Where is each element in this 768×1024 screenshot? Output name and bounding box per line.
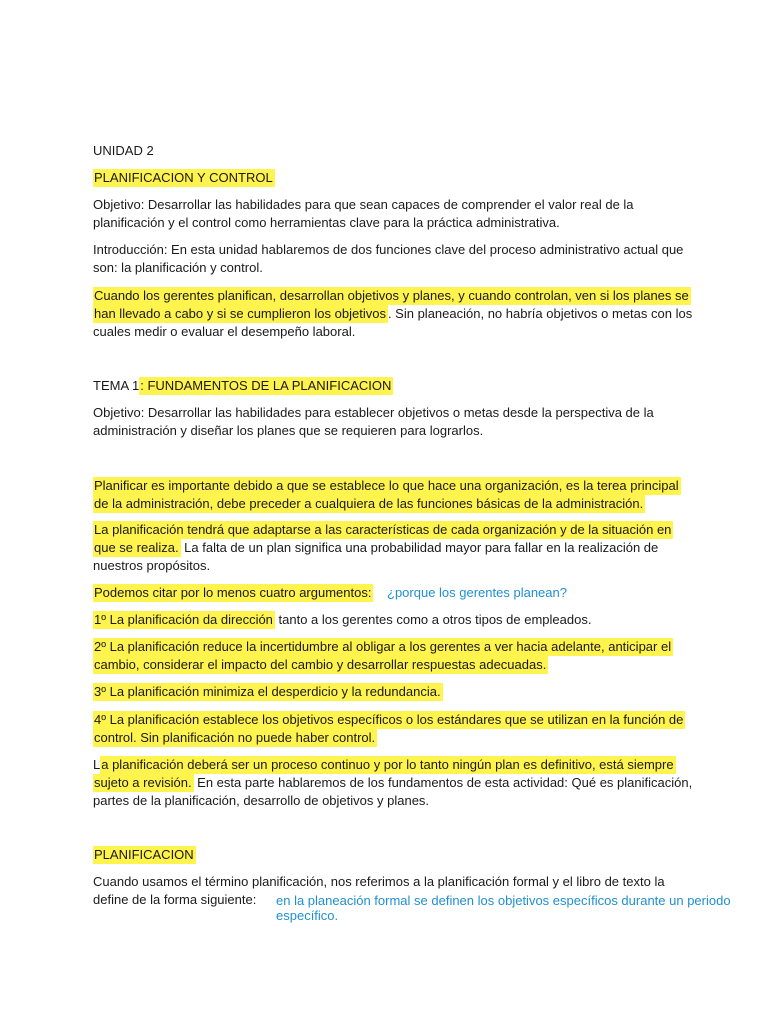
unit-title-text: PLANIFICACION Y CONTROL — [94, 170, 273, 185]
argument-4 — [93, 711, 693, 747]
managers-highlight: Cuando los gerentes planifican, desarrollan objetivos y planes, y cuando controlan, ven si los planes se han llevado a cabo y si se cumplieron los objetivos — [94, 288, 689, 321]
unit-label-text: UNIDAD 2 — [93, 143, 154, 158]
planificar-paragraph — [93, 477, 693, 513]
continuous-paragraph — [93, 756, 693, 810]
argument-2 — [93, 638, 693, 674]
argument-3-highlight: 3º La planificación minimiza el desperdicio y la redundancia. — [94, 684, 441, 699]
managers-paragraph — [93, 287, 693, 341]
introduction-text: Introducción: En esta unidad hablaremos de dos funciones clave del proceso administrativo actual que son: la planificación y control. — [93, 242, 684, 275]
continuous-rest: En esta parte hablaremos de los fundamentos de esta actividad: Qué es planificación, partes de la planificación, desarrollo de objetivos y planes. — [93, 775, 693, 808]
adapt-rest: La falta de un plan significa una probabilidad mayor para fallar en la realización de nuestros propósitos. — [93, 540, 659, 573]
introduction-paragraph — [93, 241, 693, 277]
adapt-highlight: La planificación tendrá que adaptarse a las características de cada organización y de la situación en que se realiza. — [94, 522, 672, 555]
continuous-highlight: a planificación deberá ser un proceso continuo y por lo tanto ningún plan es definitivo, está siempre sujeto a revisión. — [94, 757, 674, 790]
objective-2-text: Objetivo: Desarrollar las habilidades para establecer objetivos o metas desde la perspectiva de la administración y diseñar los planes que se requieren para lograrlos. — [93, 405, 654, 438]
tema-prefix: TEMA 1 — [93, 378, 140, 393]
arguments-annotation: ¿porque los gerentes planean? — [387, 585, 567, 600]
arguments-highlight: Podemos citar por lo menos cuatro argumentos: — [94, 585, 372, 600]
unit-title — [93, 169, 693, 187]
objective-paragraph-2 — [93, 404, 693, 440]
unit-label — [93, 142, 693, 160]
planificar-highlight: Planificar es importante debido a que se establece lo que hace una organización, es la terea principal de la administración, debe preceder a cualquiera de las funciones básicas de la administración. — [94, 478, 679, 511]
argument-3 — [93, 683, 693, 701]
definition-text: Cuando usamos el término planificación, nos referimos a la planificación formal y el libro de texto la define de la forma siguiente: — [93, 874, 665, 907]
tema-heading — [93, 377, 693, 395]
argument-1 — [93, 611, 693, 629]
section-heading — [93, 846, 693, 864]
argument-1-highlight: 1º La planificación da dirección — [94, 612, 273, 627]
argument-1-rest: tanto a los gerentes como a otros tipos de empleados. — [274, 612, 592, 627]
argument-4-highlight: 4º La planificación establece los objetivos específicos o los estándares que se utilizan en la función de control. Sin planificación no puede haber control. — [94, 712, 684, 745]
adapt-paragraph — [93, 521, 693, 575]
objective-paragraph-1 — [93, 196, 693, 232]
section-title: PLANIFICACION — [94, 847, 194, 862]
argument-2-highlight: 2º La planificación reduce la incertidumbre al obligar a los gerentes a ver hacia adelante, anticipar el cambio, considerar el impacto del cambio y desarrollar respuestas adecuadas. — [94, 639, 672, 672]
definition-annotation: en la planeación formal se definen los objetivos específicos durante un periodo específico. — [276, 893, 731, 923]
tema-title: : FUNDAMENTOS DE LA PLANIFICACION — [140, 378, 392, 393]
managers-rest: . Sin planeación, no habría objetivos o metas con los cuales medir o evaluar el desempeño laboral. — [93, 306, 693, 339]
objective-1-text: Objetivo: Desarrollar las habilidades para que sean capaces de comprender el valor real de la planificación y el control como herramientas clave para la práctica administrativa. — [93, 197, 634, 230]
continuous-lead: L — [93, 757, 101, 772]
